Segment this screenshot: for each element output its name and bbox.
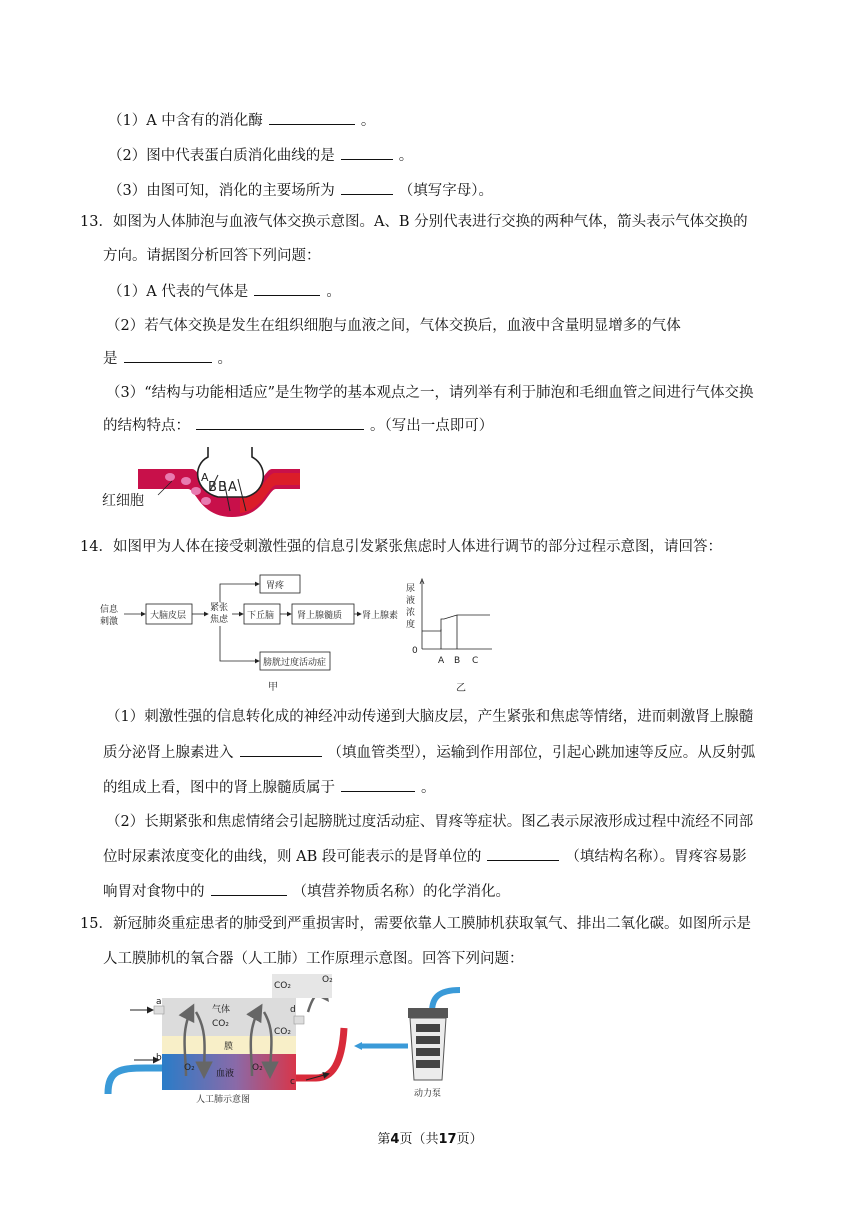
q14-sub2-line1: （2）长期紧张和焦虑情绪会引起膀胱过度活动症、胃疼等症状。图乙表示尿液形成过程中流经不同部 [106, 814, 754, 830]
o2-right-label: O₂ [252, 1063, 263, 1073]
q13-sub1: （1）A 代表的气体是 。 [108, 281, 341, 302]
node-info-1: 信息 [100, 605, 119, 615]
regulation-flow-diagram [96, 570, 406, 699]
figure-jia-caption: 甲 [268, 682, 278, 693]
chart-origin: 0 [412, 646, 418, 656]
o2-top-label: O₂ [322, 975, 333, 985]
answer-blank[interactable] [254, 281, 320, 296]
q13-sub2-line2: 是 。 [103, 348, 232, 369]
co2-left-label: CO₂ [212, 1019, 229, 1029]
answer-blank[interactable] [341, 145, 393, 160]
q13-sub3-line1: （3）“结构与功能相适应”是生物学的基本观点之一，请列举有利于肺泡和毛细血管之间进行气体交换 [106, 385, 754, 401]
q13-sub2-line1: （2）若气体交换是发生在组织细胞与血液之间，气体交换后，血液中含量明显增多的气体 [106, 318, 681, 334]
current-page: 4 [390, 1132, 400, 1147]
node-tense-1: 紧张 [210, 603, 229, 613]
q14-stem: 14．如图甲为人体在接受刺激性强的信息引发紧张焦虑时人体进行调节的部分过程示意图，请回答： [80, 539, 722, 555]
urea-concentration-chart [404, 575, 499, 699]
total-pages: 17 [438, 1132, 457, 1147]
pump-label: 动力泵 [414, 1089, 442, 1099]
q12-sub2: （2）图中代表蛋白质消化曲线的是 。 [108, 145, 413, 166]
y-label-1: 尿 [406, 584, 416, 594]
y-label-2: 液 [406, 596, 416, 606]
node-info-2: 刺激 [100, 617, 119, 627]
fig-label-a2: A [228, 480, 237, 495]
q15-stem-line1: 15．新冠肺炎重症患者的肺受到严重损害时，需要依靠人工膜肺机获取氧气、排出二氧化碳。如图所示是 [80, 916, 751, 932]
q14-sub1-line3: 的组成上看，图中的肾上腺髓质属于 。 [103, 777, 436, 798]
answer-blank[interactable] [341, 777, 415, 792]
page-footer: 第4页（共17页） [377, 1132, 483, 1147]
x-tick-c: C [472, 656, 479, 666]
answer-blank[interactable] [124, 348, 212, 363]
y-label-4: 度 [406, 620, 416, 630]
q14-sub2-line2: 位时尿素浓度变化的曲线，则 AB 段可能表示的是肾单位的 （填结构名称）。胃疼容易影 [103, 846, 747, 867]
node-stomach: 胃疼 [266, 581, 285, 591]
q14-sub2-line3: 响胃对食物中的 （填营养物质名称）的化学消化。 [103, 881, 510, 902]
node-cortex: 大脑皮层 [150, 611, 187, 621]
x-tick-a: A [438, 656, 445, 666]
node-medulla: 肾上腺髓质 [297, 611, 343, 621]
figure-yi-caption: 乙 [456, 683, 466, 694]
membrane-label: 膜 [224, 1042, 234, 1052]
answer-blank[interactable] [269, 110, 355, 125]
answer-blank[interactable] [487, 846, 559, 861]
port-b-label: b [156, 1053, 162, 1063]
node-hypothalamus: 下丘脑 [247, 611, 275, 621]
q12-sub1: （1）A 中含有的消化酶 。 [108, 110, 375, 131]
q14-sub1-line2: 质分泌肾上腺素进入 （填血管类型），运输到作用部位，引起心跳加速等反应。从反射弧 [103, 742, 755, 763]
y-label-3: 浓 [406, 608, 416, 618]
node-bladder: 膀胱过度活动症 [263, 658, 327, 668]
port-a-label: a [156, 997, 162, 1007]
alveolus-capillary-figure [100, 445, 305, 529]
q13-stem-line2: 方向。请据图分析回答下列问题： [103, 248, 321, 264]
port-c-label: c [290, 1077, 295, 1087]
fig-label-b2: B [218, 480, 227, 495]
answer-blank[interactable] [240, 742, 322, 757]
q13-sub3-line2: 的结构特点： 。（写出一点即可） [103, 415, 493, 436]
node-adrenaline: 肾上腺素 [362, 611, 399, 621]
port-d-label: d [290, 1005, 296, 1015]
q12-sub3: （3）由图可知，消化的主要场所为 （填写字母）。 [108, 180, 493, 201]
red-blood-cell-label: 红细胞 [102, 493, 144, 509]
answer-blank[interactable] [341, 180, 393, 195]
co2-right-label: CO₂ [274, 1027, 291, 1037]
co2-top-label: CO₂ [274, 981, 291, 991]
x-tick-b: B [454, 656, 461, 666]
artificial-lung-figure [100, 972, 480, 1111]
o2-left-label: O₂ [184, 1063, 195, 1073]
answer-blank[interactable] [196, 415, 364, 430]
q13-stem-line1: 13．如图为人体肺泡与血液气体交换示意图。A、B 分别代表进行交换的两种气体，箭头表示气体交换的 [80, 214, 748, 230]
blood-label: 血液 [216, 1069, 235, 1079]
gas-label: 气体 [212, 1005, 231, 1015]
q14-sub1-line1: （1）刺激性强的信息转化成的神经冲动传递到大脑皮层，产生紧张和焦虑等情绪，进而刺激肾上腺髓 [106, 709, 754, 725]
node-tense-2: 焦虑 [210, 615, 229, 625]
artificial-lung-caption: 人工肺示意图 [196, 1095, 251, 1105]
answer-blank[interactable] [211, 881, 287, 896]
q15-stem-line2: 人工膜肺机的氧合器（人工肺）工作原理示意图。回答下列问题： [103, 951, 524, 967]
fig-label-b1: B [208, 480, 217, 495]
fig-label-a1: A [201, 471, 209, 484]
